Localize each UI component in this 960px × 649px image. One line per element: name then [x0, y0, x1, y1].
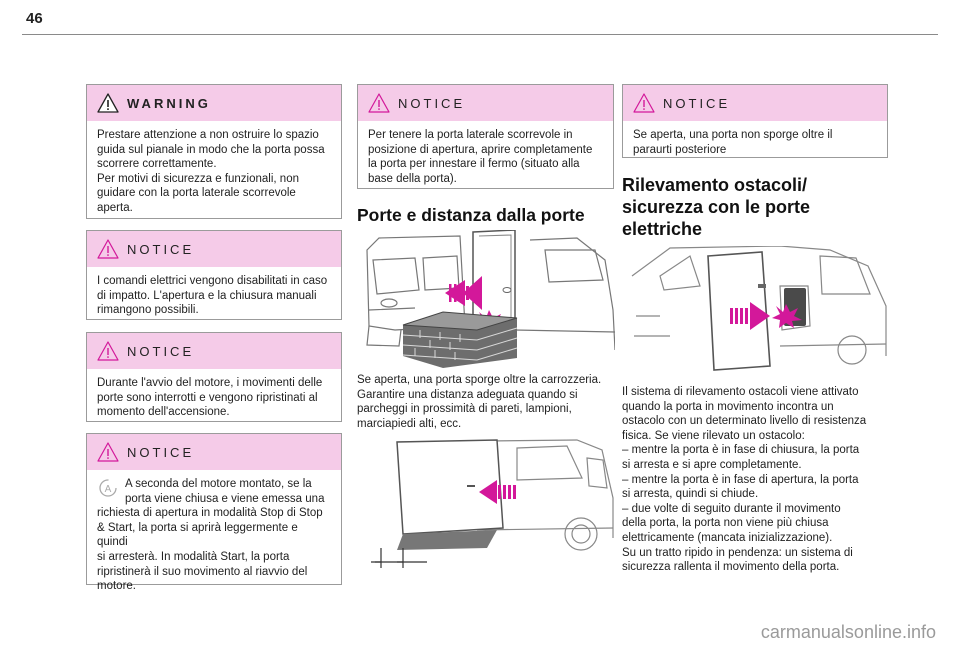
text-line: Se aperta, una porta non sporge oltre il — [633, 129, 833, 141]
warning-triangle-icon — [97, 341, 119, 361]
notice-text — [87, 470, 341, 594]
top-divider — [22, 34, 938, 35]
text-line: fisica. Se viene rilevato un ostacolo: — [622, 429, 805, 442]
text-line: Se aperta, una porta sporge oltre la carrozzeria. — [357, 374, 602, 386]
notice-header — [87, 434, 341, 470]
notice-label: NOTICE — [127, 343, 195, 359]
text-line: elettricamente (mancata inizializzazione). — [622, 531, 833, 544]
text-line: I comandi elettrici vengono disabilitati in caso — [97, 275, 328, 287]
van-side-door-illustration — [367, 438, 615, 570]
text-line: marciapiedi alti, ecc. — [357, 417, 462, 430]
notice-text — [358, 121, 613, 186]
warning-text — [87, 121, 341, 216]
heading-line: sicurezza con le porte — [622, 197, 811, 217]
text-line: parcheggi in prossimità di pareti, lampioni, — [357, 403, 572, 416]
warning-triangle-icon — [97, 239, 119, 259]
text-line: si arresterà. In modalità Start, la porta — [97, 550, 290, 563]
text-line: Per motivi di sicurezza e funzionali, non — [97, 172, 299, 185]
text-line: la porta per innestare il fermo (situato alla — [368, 158, 580, 171]
notice-box-2 — [86, 332, 342, 422]
obstacle-detection-illustration — [630, 246, 888, 372]
page-number: 46 — [26, 10, 43, 27]
notice-label: NOTICE — [127, 444, 195, 460]
svg-text:A: A — [104, 484, 112, 495]
notice-box-1 — [86, 230, 342, 320]
text-line: sicurezza rallenta il movimento della porta. — [622, 561, 840, 574]
warning-triangle-icon — [97, 93, 119, 113]
text-line: di impatto. L'apertura e la chiusura manuali — [97, 289, 317, 302]
warning-header — [87, 85, 341, 121]
notice-box-3 — [86, 433, 342, 593]
text-line: – mentre la porta è in fase di apertura, la porta — [622, 473, 859, 486]
notice-label: NOTICE — [398, 95, 466, 111]
notice-box-col2 — [357, 84, 614, 189]
text-line: porta viene chiusa e viene emessa una — [125, 492, 325, 505]
notice-text — [623, 121, 887, 157]
notice-label: NOTICE — [127, 241, 195, 257]
text-line: guida sul pianale in modo che la porta possa — [97, 143, 325, 156]
text-line: & Start, la porta si aprirà leggermente e quindi — [97, 521, 298, 549]
text-line: Per tenere la porta laterale scorrevole in — [368, 129, 573, 141]
text-line: si arresta, quindi si chiude. — [622, 488, 759, 501]
warning-triangle-icon — [368, 93, 390, 113]
footer-watermark[interactable]: carmanualsonline.info — [760, 622, 936, 642]
text-line: motore. — [97, 580, 136, 593]
notice-header — [87, 231, 341, 267]
warning-triangle-icon — [633, 93, 655, 113]
text-line: Prestare attenzione a non ostruire lo spazio — [97, 129, 319, 141]
notice-box-col3 — [622, 84, 888, 158]
text-line: richiesta di apertura in modalità Stop di Stop — [97, 507, 323, 520]
text-line: della porta, la porta non viene più chiusa — [622, 517, 829, 530]
section-heading — [622, 174, 810, 240]
text-line: quando la porta in movimento incontra un — [622, 400, 834, 413]
notice-header — [623, 85, 887, 121]
text-line: momento dell'accensione. — [97, 406, 230, 419]
text-line: – due volte di seguito durante il movimento — [622, 502, 841, 515]
text-line: paraurti posteriore — [633, 143, 727, 156]
text-line: Garantire una distanza adeguata quando si — [357, 388, 578, 401]
section-heading: Porte e distanza dalla porte — [357, 205, 585, 225]
warning-label: WARNING — [127, 95, 211, 111]
van-rear-wall-illustration — [365, 230, 615, 370]
text-line: porte sono interrotti e vengono ripristinati al — [97, 391, 318, 404]
heading-line: Rilevamento ostacoli/ — [622, 175, 808, 195]
text-line: aperta. — [97, 201, 133, 214]
text-line: si arresta e si apre completamente. — [622, 458, 802, 471]
heading-line: elettriche — [622, 219, 703, 239]
notice-text — [87, 369, 341, 420]
text-line: base della porta). — [368, 172, 457, 185]
text-line: scorrere correttamente. — [97, 158, 217, 171]
stop-start-auto-icon — [97, 477, 119, 499]
obstacle-paragraph — [622, 385, 892, 575]
text-line: – mentre la porta è in fase di chiusura, la porta — [622, 444, 860, 457]
text-line: posizione di apertura, aprire completamente — [368, 143, 593, 156]
notice-header — [358, 85, 613, 121]
text-line: ripristinerà il suo movimento al riavvio del — [97, 565, 308, 578]
notice-label: NOTICE — [663, 95, 731, 111]
warning-triangle-icon — [97, 442, 119, 462]
clearance-paragraph — [357, 373, 615, 431]
text-line: rimangono possibili. — [97, 304, 199, 317]
text-line: Durante l'avvio del motore, i movimenti delle — [97, 377, 323, 389]
text-line: ostacolo con un determinato livello di resistenza — [622, 415, 867, 428]
text-line: guidare con la porta laterale scorrevole — [97, 187, 296, 200]
notice-header — [87, 333, 341, 369]
notice-text — [87, 267, 341, 318]
text-line: Il sistema di rilevamento ostacoli viene attivato — [622, 386, 859, 398]
text-line: A seconda del motore montato, se la — [125, 478, 312, 490]
text-line: Su un tratto ripido in pendenza: un sistema di — [622, 546, 853, 559]
warning-box — [86, 84, 342, 219]
